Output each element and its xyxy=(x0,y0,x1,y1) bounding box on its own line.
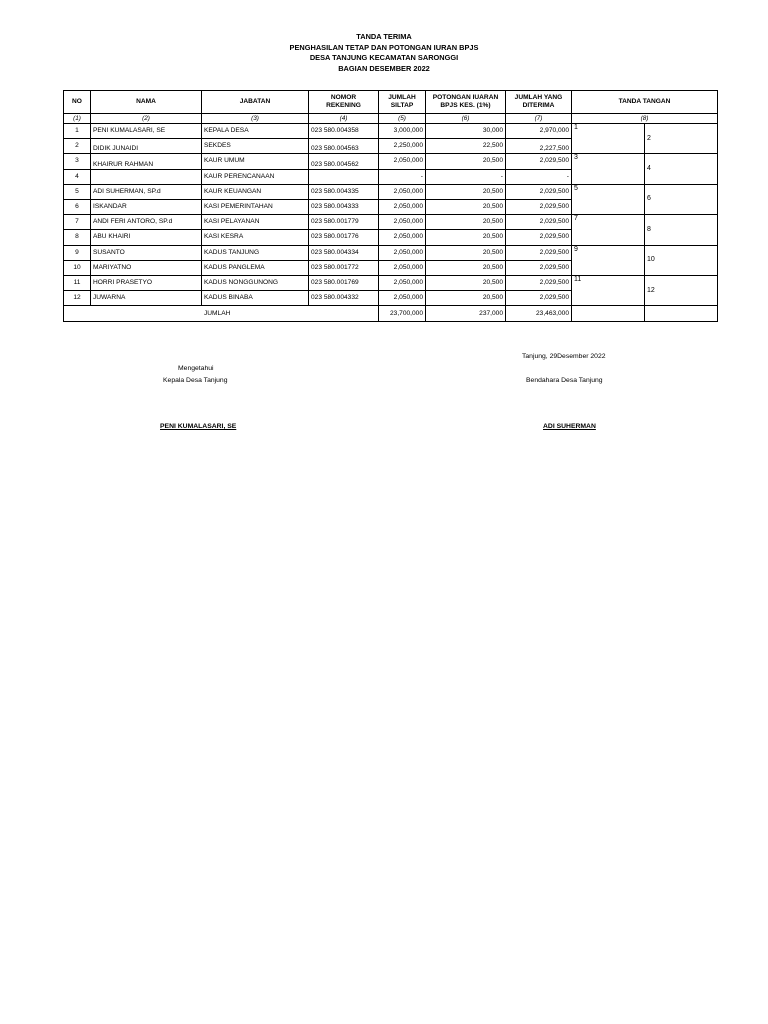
total-siltap: 23,700,000 xyxy=(379,306,426,322)
signature-cell-left: 11 xyxy=(572,275,645,305)
cell-potongan: 20,500 xyxy=(426,215,506,230)
col-number: (8) xyxy=(572,114,718,124)
table-row xyxy=(64,275,718,290)
table-row xyxy=(64,215,718,230)
cell-no: 6 xyxy=(64,199,91,214)
cell-jabatan: SEKDES xyxy=(202,139,309,154)
table-header-row xyxy=(64,91,718,114)
cell-nama xyxy=(91,169,202,184)
header-siltap-line2: SILTAP xyxy=(390,102,414,109)
cell-rekening: 023 580.004562 xyxy=(309,154,379,169)
cell-potongan: 20,500 xyxy=(426,291,506,306)
heading-title: TANDA TERIMA xyxy=(356,32,412,41)
cell-jabatan: KAUR UMUM xyxy=(202,154,309,169)
signature-cell-right: 2 xyxy=(645,124,718,154)
total-diterima: 23,463,000 xyxy=(506,306,572,322)
cell-rekening: 023 580.004335 xyxy=(309,184,379,199)
signature-cell-left: 7 xyxy=(572,215,645,245)
col-number: (5) xyxy=(379,114,426,124)
document-heading xyxy=(0,32,768,74)
village-head-caption: Kepala Desa Tanjung xyxy=(163,377,228,384)
cell-siltap: 2,050,000 xyxy=(379,291,426,306)
header-potongan-line1: POTONGAN IUARAN xyxy=(432,93,499,101)
col-number: (2) xyxy=(91,114,202,124)
cell-no: 4 xyxy=(64,169,91,184)
cell-nama: JUWARNA xyxy=(91,291,202,306)
header-jabatan: JABATAN xyxy=(202,91,309,114)
total-sign-empty-left xyxy=(572,306,645,322)
col-number: (1) xyxy=(64,114,91,124)
cell-diterima: 2,029,500 xyxy=(506,184,572,199)
total-sign-empty-right xyxy=(645,306,718,322)
table-row xyxy=(64,245,718,260)
cell-siltap: 2,050,000 xyxy=(379,260,426,275)
heading-subtitle: PENGHASILAN TETAP DAN POTONGAN IURAN BPJS xyxy=(289,42,479,52)
cell-rekening: 023 580.001776 xyxy=(309,230,379,245)
signature-cell-left: 3 xyxy=(572,154,645,184)
cell-diterima: 2,029,500 xyxy=(506,260,572,275)
cell-diterima: 2,970,000 xyxy=(506,124,572,139)
cell-nama: ADI SUHERMAN, SP.d xyxy=(91,184,202,199)
cell-no: 5 xyxy=(64,184,91,199)
header-rekening-line1: NOMOR xyxy=(330,93,357,101)
cell-jabatan: KASI PELAYANAN xyxy=(202,215,309,230)
cell-rekening: 023 580.001779 xyxy=(309,215,379,230)
cell-no: 1 xyxy=(64,124,91,139)
signature-cell-right: 10 xyxy=(645,245,718,275)
cell-nama: SUSANTO xyxy=(91,245,202,260)
cell-no: 11 xyxy=(64,275,91,290)
receipt-table xyxy=(63,90,718,322)
col-number: (7) xyxy=(506,114,572,124)
cell-potongan: 20,500 xyxy=(426,199,506,214)
cell-diterima: 2,029,500 xyxy=(506,215,572,230)
cell-siltap: 2,050,000 xyxy=(379,199,426,214)
cell-siltap: 3,000,000 xyxy=(379,124,426,139)
table-row xyxy=(64,184,718,199)
cell-nama: MARIYATNO xyxy=(91,260,202,275)
cell-rekening: 023 580.004332 xyxy=(309,291,379,306)
cell-diterima: - xyxy=(506,169,572,184)
cell-siltap: 2,050,000 xyxy=(379,184,426,199)
cell-no: 12 xyxy=(64,291,91,306)
signature-cell-right: 8 xyxy=(645,215,718,245)
header-tanda-tangan: TANDA TANGAN xyxy=(572,91,718,114)
cell-rekening: 023 580.001769 xyxy=(309,275,379,290)
cell-rekening xyxy=(309,169,379,184)
cell-potongan: - xyxy=(426,169,506,184)
cell-diterima: 2,029,500 xyxy=(506,275,572,290)
signature-cell-left: 9 xyxy=(572,245,645,275)
cell-jabatan: KAUR KEUANGAN xyxy=(202,184,309,199)
header-siltap xyxy=(379,91,426,114)
cell-diterima: 2,029,500 xyxy=(506,154,572,169)
header-diterima-line1: JUMLAH YANG xyxy=(514,93,563,101)
header-siltap-line1: JUMLAH xyxy=(388,93,416,101)
header-nama: NAMA xyxy=(91,91,202,114)
cell-jabatan: KADUS PANGLEMA xyxy=(202,260,309,275)
signature-cell-right: 4 xyxy=(645,154,718,184)
cell-potongan: 20,500 xyxy=(426,154,506,169)
cell-potongan: 20,500 xyxy=(426,260,506,275)
cell-nama: ANDI FERI ANTORO, SP.d xyxy=(91,215,202,230)
heading-location: DESA TANJUNG KECAMATAN SARONGGI xyxy=(309,53,459,63)
cell-no: 2 xyxy=(64,139,91,154)
cell-diterima: 2,029,500 xyxy=(506,230,572,245)
cell-rekening: 023 580.004358 xyxy=(309,124,379,139)
cell-potongan: 30,000 xyxy=(426,124,506,139)
cell-no: 10 xyxy=(64,260,91,275)
cell-nama: ABU KHAIRI xyxy=(91,230,202,245)
cell-siltap: 2,050,000 xyxy=(379,230,426,245)
cell-nama: DIDIK JUNAIDI xyxy=(91,139,202,154)
cell-jabatan: KADUS BINABA xyxy=(202,291,309,306)
header-rekening xyxy=(309,91,379,114)
cell-rekening: 023 580.004333 xyxy=(309,199,379,214)
cell-siltap: - xyxy=(379,169,426,184)
cell-no: 8 xyxy=(64,230,91,245)
cell-potongan: 20,500 xyxy=(426,230,506,245)
cell-jabatan: KAUR PERENCANAAN xyxy=(202,169,309,184)
total-label-text: JUMLAH xyxy=(204,310,231,317)
header-no: NO xyxy=(64,91,91,114)
cell-no: 9 xyxy=(64,245,91,260)
cell-siltap: 2,250,000 xyxy=(379,139,426,154)
cell-jabatan: KEPALA DESA xyxy=(202,124,309,139)
treasurer-caption: Bendahara Desa Tanjung xyxy=(526,377,603,384)
heading-period: BAGIAN DESEMBER 2022 xyxy=(338,63,430,73)
header-rekening-line2: REKENING xyxy=(326,102,361,109)
cell-diterima: 2,029,500 xyxy=(506,291,572,306)
col-number: (6) xyxy=(426,114,506,124)
cell-jabatan: KADUS TANJUNG xyxy=(202,245,309,260)
col-number: (4) xyxy=(309,114,379,124)
table-row xyxy=(64,154,718,169)
cell-nama: PENI KUMALASARI, SE xyxy=(91,124,202,139)
signature-cell-right: 6 xyxy=(645,184,718,214)
header-potongan xyxy=(426,91,506,114)
total-label xyxy=(64,306,379,322)
total-potongan: 237,000 xyxy=(426,306,506,322)
header-diterima-line2: DITERIMA xyxy=(522,102,555,109)
cell-jabatan: KASI KESRA xyxy=(202,230,309,245)
cell-no: 3 xyxy=(64,154,91,169)
cell-jabatan: KASI PEMERINTAHAN xyxy=(202,199,309,214)
cell-potongan: 20,500 xyxy=(426,275,506,290)
signature-cell-right: 12 xyxy=(645,275,718,305)
table-row xyxy=(64,124,718,139)
village-head-name: PENI KUMALASARI, SE xyxy=(160,423,237,430)
header-potongan-line2: BPJS KES. (1%) xyxy=(440,102,491,109)
header-diterima xyxy=(506,91,572,114)
cell-siltap: 2,050,000 xyxy=(379,275,426,290)
cell-diterima: 2,029,500 xyxy=(506,199,572,214)
acknowledged-caption: Mengetahui xyxy=(178,365,214,372)
signature-cell-left: 5 xyxy=(572,184,645,214)
cell-jabatan: KADUS NONGGUNONG xyxy=(202,275,309,290)
cell-diterima: 2,227,500 xyxy=(506,139,572,154)
cell-rekening: 023 580.004334 xyxy=(309,245,379,260)
cell-nama: HORRI PRASETYO xyxy=(91,275,202,290)
cell-siltap: 2,050,000 xyxy=(379,245,426,260)
column-number-row xyxy=(64,114,718,124)
cell-rekening: 023 580.001772 xyxy=(309,260,379,275)
cell-no: 7 xyxy=(64,215,91,230)
cell-potongan: 20,500 xyxy=(426,184,506,199)
signature-cell-left: 1 xyxy=(572,124,645,154)
cell-siltap: 2,050,000 xyxy=(379,215,426,230)
cell-nama: ISKANDAR xyxy=(91,199,202,214)
cell-potongan: 20,500 xyxy=(426,245,506,260)
cell-siltap: 2,050,000 xyxy=(379,154,426,169)
cell-diterima: 2,029,500 xyxy=(506,245,572,260)
col-number: (3) xyxy=(202,114,309,124)
place-date: Tanjung, 29Desember 2022 xyxy=(522,353,606,360)
cell-rekening: 023 580.004563 xyxy=(309,139,379,154)
total-row xyxy=(64,306,718,322)
cell-nama: KHAIRUR RAHMAN xyxy=(91,154,202,169)
cell-potongan: 22,500 xyxy=(426,139,506,154)
treasurer-name: ADI SUHERMAN xyxy=(543,423,596,430)
